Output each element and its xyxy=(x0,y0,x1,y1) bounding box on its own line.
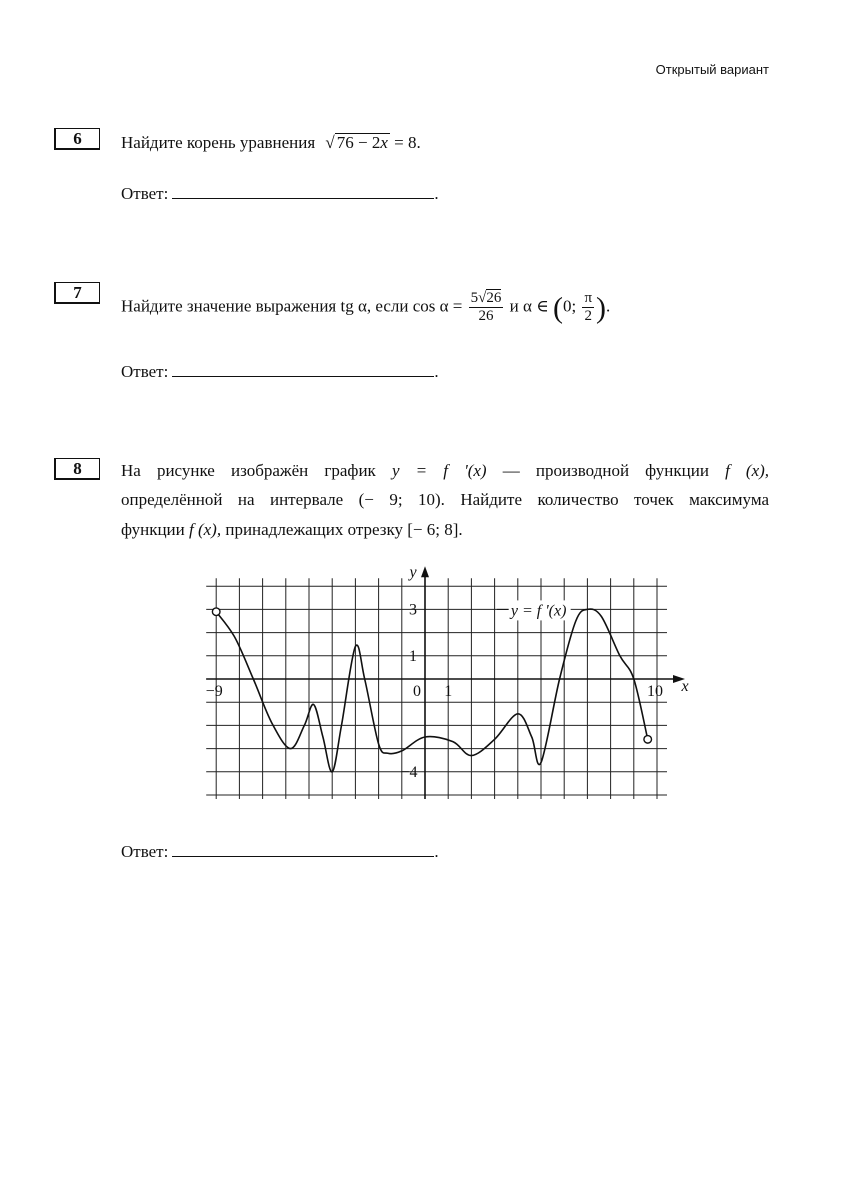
derivative-graph xyxy=(0,555,866,835)
task-7-interval-left: 0; xyxy=(562,296,577,316)
task-8-line-3 xyxy=(121,515,463,545)
task-6-question: Найдите корень уравнения xyxy=(121,133,316,152)
curve-endpoints xyxy=(212,608,651,743)
task-7-text: Найдите значение выражения tg α, если cos α = $\frac{5√26}{26}$ и α ∈ (0; $\frac{\pi}{2}$ ). xyxy=(121,290,611,325)
task-7-two: 2 xyxy=(584,308,592,324)
task-7-frac-den: 26 xyxy=(478,308,494,324)
open-endpoint xyxy=(644,736,652,744)
task-6-sqrt xyxy=(335,133,390,152)
task-7-and: и α ∈ xyxy=(509,296,549,316)
task-8-l1-eq: y = f '(x) xyxy=(391,461,487,480)
task-8-l3b: принадлежащих отрезку xyxy=(225,520,403,539)
tick-label-y-three: 3 xyxy=(409,601,417,619)
task-8-l1-fx: f (x), xyxy=(725,461,770,480)
tick-label-x-zero: 0 xyxy=(413,683,421,700)
tick-label-x-pos: 10 xyxy=(647,683,663,700)
task-8-answer: Ответ: . xyxy=(121,842,439,861)
task-7-pi-fraction xyxy=(582,290,594,325)
task-7-answer: Ответ: . xyxy=(121,362,439,381)
task-8-l3-fx: f (x), xyxy=(189,520,222,539)
task-number-6: 6 xyxy=(54,128,100,150)
tick-label-y-neg: −4 xyxy=(400,763,418,781)
task-number-8: 8 xyxy=(54,458,100,480)
tick-label-x-neg: −9 xyxy=(205,683,223,700)
task-8-l2a: определённой на интервале xyxy=(121,490,344,509)
task-7-if: если xyxy=(375,296,409,316)
task-8-line-1 xyxy=(121,456,769,486)
task-6-rhs: = 8. xyxy=(394,133,421,152)
task-8-line-2 xyxy=(121,485,769,515)
task-8-l2-interval: (− 9; 10). xyxy=(358,490,445,509)
task-6-sqrt-content: 76 − 2 xyxy=(336,133,381,152)
derivative-curve xyxy=(216,609,648,772)
task-7-cos: cos α = xyxy=(412,296,463,316)
task-7-end: . xyxy=(606,296,611,316)
task-7-pi: π xyxy=(584,290,593,306)
tick-label-y-one: 1 xyxy=(409,647,417,665)
answer-label: Ответ: xyxy=(121,362,169,381)
x-axis-label: x xyxy=(681,678,689,695)
task-6-answer-field[interactable] xyxy=(172,182,434,199)
y-axis-label: y xyxy=(409,564,417,582)
task-7-frac-coef: 5 xyxy=(470,290,479,306)
variant-label: Открытый вариант xyxy=(655,62,769,77)
task-6-text: Найдите корень уравнения √ 76 − 2x = 8. xyxy=(121,133,421,152)
task-8-answer-field[interactable] xyxy=(172,840,434,857)
task-8-l1a: На рисунке изображён график xyxy=(121,461,376,480)
task-8-l2b: Найдите количество точек максимума xyxy=(460,490,770,509)
task-7-question: Найдите значение выражения xyxy=(121,296,337,316)
task-8-l3-seg: [− 6; 8]. xyxy=(407,520,463,539)
task-8-l3a: функции xyxy=(121,520,185,539)
answer-label: Ответ: xyxy=(121,184,169,203)
task-7-answer-field[interactable] xyxy=(172,360,434,377)
answer-label: Ответ: xyxy=(121,842,169,861)
task-7-frac-root: 26 xyxy=(486,290,502,306)
y-axis-arrow xyxy=(421,566,429,577)
task-6-var: x xyxy=(380,133,388,152)
task-6-answer: Ответ: . xyxy=(121,184,439,203)
series-label: y = f '(x) xyxy=(510,602,567,620)
task-7-fraction: $\frac{5√26}{26}$ xyxy=(470,290,502,324)
open-endpoint xyxy=(212,608,220,616)
task-8-l1b: — производной функции xyxy=(502,461,709,480)
task-number-7: 7 xyxy=(54,282,100,304)
task-7-tg: tg α, xyxy=(340,296,372,316)
tick-label-x-one: 1 xyxy=(444,683,453,700)
